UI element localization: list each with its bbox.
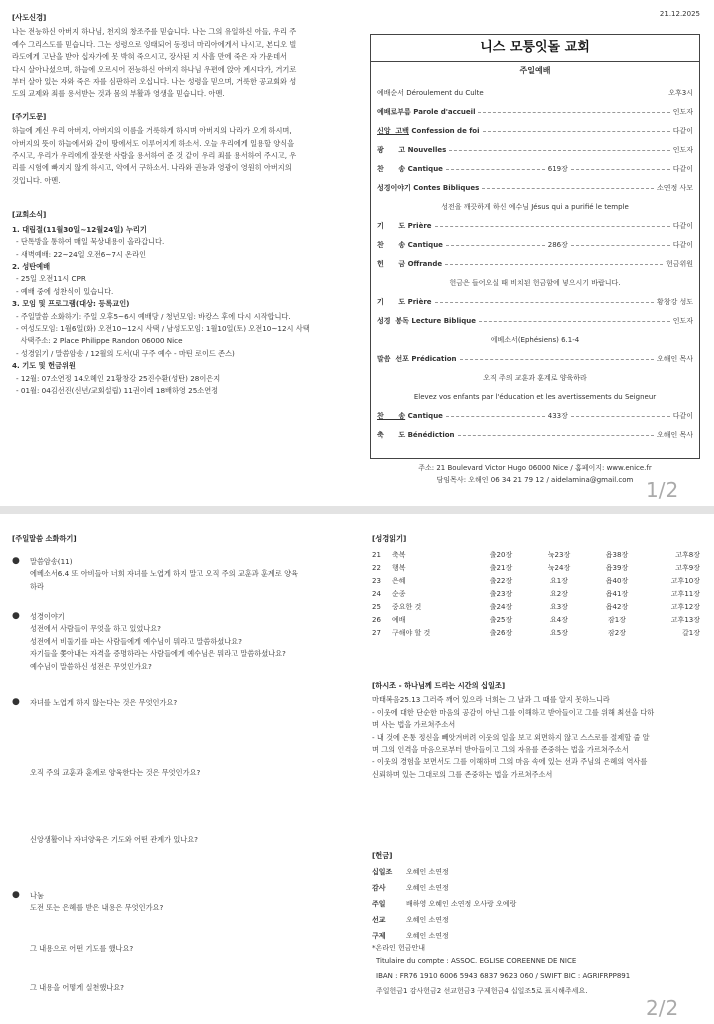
order-leader: 인도자: [672, 317, 693, 325]
order-korean: 성경이야기: [377, 184, 411, 192]
question-4: 그 내용으로 어떤 기도를 했나요?: [30, 944, 134, 953]
order-french: Offrande: [405, 260, 443, 268]
order-korean: 성경 봉독: [377, 317, 409, 325]
order-row: [377, 87, 693, 99]
order-row: [377, 353, 693, 365]
order-leader: 헌금위원: [665, 260, 693, 268]
giving-label: 선교: [372, 916, 386, 924]
news-item-detail: - 주일말씀 소화하기: 주일 오후5~6시 예배당 / 청년모임: 바캉스 후에 다시 시작합니다.: [16, 311, 291, 321]
giving-row: [372, 864, 516, 880]
order-korean: 말씀 선포: [377, 355, 409, 363]
text-line: 에베소서6.4 또 아비들아 너희 자녀를 노엽게 하지 말고 오직 주의 교훈과 훈계로 양육: [30, 569, 298, 579]
giving-heading: [헌금]: [372, 851, 393, 860]
reading-cell: 고후12장: [670, 602, 700, 611]
hymn-number: 433장: [547, 412, 568, 420]
order-french: Cantique: [405, 165, 443, 173]
reading-cell: 출23장: [489, 589, 513, 598]
order-row: [377, 144, 693, 156]
reading-cell: 출20장: [489, 550, 513, 559]
text-line: 예수 그리스도를 믿습니다. 그는 성령으로 잉태되어 동정녀 마리아에게서 나시고, 본디오 빌: [12, 39, 297, 49]
giving-names: 오혜인 소연정: [406, 868, 449, 876]
reading-cell: 고후11장: [670, 589, 700, 598]
giving-row: [372, 912, 516, 928]
news-list: [12, 224, 358, 398]
news-item-title: 3. 모임 및 프로그램(대상: 등록교인): [12, 299, 130, 309]
reading-row: [372, 561, 700, 574]
creed-text: [12, 26, 358, 100]
reading-row: [372, 600, 700, 613]
order-korean: 축 도: [377, 431, 406, 439]
order-korean: 예배순서: [377, 89, 405, 97]
leader-dots: [483, 131, 670, 132]
order-french: Cantique: [405, 241, 443, 249]
order-french: Lecture Biblique: [408, 317, 476, 325]
reading-cell: 22: [372, 563, 381, 572]
order-row: [377, 163, 693, 175]
prayer-heading: [주기도문]: [12, 111, 47, 121]
order-french: Bénédiction: [405, 431, 455, 439]
reading-cell: 고후9장: [675, 563, 700, 572]
bullet-icon: ●: [12, 611, 20, 621]
text-line: - 내 것에 온통 정신을 빼앗겨버려 이웃의 일을 보고 외면하지 않고 스스로를 절제할 줄 알: [372, 732, 650, 742]
order-note: 헌금은 들어오실 때 비치된 헌금함에 넣으시기 바랍니다.: [449, 279, 621, 287]
order-label: [377, 106, 475, 118]
worship-order-box: [370, 34, 700, 459]
reading-cell: 요4장: [550, 615, 568, 624]
reading-cell: 은혜: [392, 576, 406, 585]
order-korean: 찬 송: [377, 241, 406, 249]
bullet-icon: ●: [12, 556, 20, 566]
qt-heading: [하시조 - 하나님께 드리는 시간의 십일조]: [372, 681, 506, 690]
page-number: 1/2: [646, 478, 679, 502]
hymn-number: 619장: [547, 165, 568, 173]
news-item-detail: - 단톡방을 통하여 매일 묵상내용이 올라갑니다.: [16, 237, 165, 247]
bank-lines: [372, 954, 704, 999]
page-1: [0, 0, 714, 506]
leader-dots: [482, 188, 654, 189]
reading-cell: 축복: [392, 550, 406, 559]
leader-dots: [478, 112, 669, 113]
reading-row: [372, 626, 700, 639]
order-label: [377, 353, 457, 365]
order-korean: 찬 송: [377, 165, 406, 173]
order-label: [377, 296, 432, 308]
reading-cell: 요1장: [550, 576, 568, 585]
reading-cell: 욥42장: [605, 602, 629, 611]
reading-cell: 24: [372, 589, 381, 598]
reading-row: [372, 574, 700, 587]
service-title: 주일예배: [519, 66, 551, 75]
giving-names: 오혜인 소연정: [406, 932, 449, 940]
digest-heading: [주일말씀 소화하기]: [12, 534, 77, 543]
reading-table: [372, 548, 700, 639]
share-question: 도전 또는 은혜를 받은 내용은 무엇인가요?: [30, 903, 164, 913]
text-line: 신뢰하며 있는 그대로의 그를 존중하는 법을 가르쳐주소서: [372, 769, 553, 779]
story-block: [30, 611, 360, 673]
text-line: 도의 교제와 죄를 용서받는 것과 몸의 부활과 영생을 믿습니다. 아멘.: [12, 89, 225, 99]
reading-cell: 요2장: [550, 589, 568, 598]
reading-cell: 욥38장: [605, 550, 629, 559]
prayer-section: [12, 111, 358, 187]
reading-cell: 잠2장: [608, 628, 626, 637]
order-french: Déroulement du Culte: [404, 89, 484, 97]
order-row: [377, 315, 693, 327]
memory-title: 말씀암송(11): [30, 557, 73, 566]
order-leader: 소연정 사모: [656, 184, 693, 192]
order-label: [377, 258, 442, 270]
text-line: 것입니다. 아멘.: [12, 175, 61, 185]
text-line: 주시고, 우리가 우리에게 잘못한 사람을 용서하여 준 것 같이 우리 죄를 용서하여 주시고, 우: [12, 151, 297, 161]
news-heading: [교회소식]: [12, 210, 47, 220]
order-row: [377, 125, 693, 137]
order-label: [377, 239, 443, 251]
reading-cell: 23: [372, 576, 381, 585]
leader-dots: [571, 416, 670, 417]
order-label: [377, 163, 443, 175]
text-line: 라도에게 고난을 받아 십자가에 못 박혀 죽으시고, 장사된 지 사흘 만에 죽은 자 가운데서: [12, 52, 287, 62]
reading-cell: 잠1장: [608, 615, 626, 624]
order-leader: 다같이: [672, 412, 694, 420]
reading-row: [372, 587, 700, 600]
leader-dots: [460, 359, 654, 360]
left-column: [12, 12, 358, 397]
order-note: 오직 주의 교훈과 훈계로 양육하라: [483, 374, 587, 382]
order-french: Cantique: [405, 412, 443, 420]
reading-cell: 고후13장: [670, 615, 700, 624]
page-separator: [0, 506, 714, 514]
question-2: 오직 주의 교훈과 훈계로 양육한다는 것은 무엇인가요?: [30, 768, 201, 777]
text-line: 리를 시험에 빠지지 않게 하시고, 악에서 구하소서. 나라와 권능과 영광이 영원히 아버지의: [12, 163, 292, 173]
reading-cell: 요5장: [550, 628, 568, 637]
reading-cell: 순종: [392, 589, 406, 598]
giving-row: [372, 880, 516, 896]
news-item-detail: - 01월: 04김선진(신년/교회설립) 11권이레 18배하영 25소연정: [16, 385, 219, 395]
news-item-detail: - 12월: 07소연정 14오혜인 21황창강 25진수환(성탄) 28이은지: [16, 373, 221, 383]
text-line: 하라: [30, 581, 44, 591]
order-note: 성전을 깨끗하게 하신 예수님 Jésus qui a purifié le temple: [441, 203, 629, 211]
text-line: IBAN : FR76 1910 6006 5943 6837 9623 060 / SWIFT BIC : AGRIFRPP891: [376, 972, 631, 981]
order-french: Prière: [405, 298, 432, 306]
leader-dots: [446, 169, 545, 170]
text-line: 마태복음25.13 그러즉 깨어 있으라 너희는 그 날과 그 때를 알지 못하느니라: [372, 695, 610, 705]
memory-text: [30, 568, 360, 593]
text-line: 자기들을 쫓아내는 자격을 증명하라는 사람들에게 예수님은 뭐라고 말씀하셨나요?: [30, 649, 286, 659]
order-note: 에베소서(Ephésiens) 6.1-4: [490, 336, 580, 344]
reading-cell: 27: [372, 628, 381, 637]
hymn-number: 286장: [547, 241, 568, 249]
news-item-title: 2. 성탄예배: [12, 261, 51, 271]
order-leader: 황창강 성도: [656, 298, 693, 306]
text-line: 나는 전능하신 아버지 하나님, 천지의 창조주를 믿습니다. 나는 그의 유일하신 아들, 우리 주: [12, 27, 297, 37]
order-label: [377, 315, 476, 327]
qt-text: [372, 694, 704, 781]
reading-row: [372, 548, 700, 561]
leader-dots: [458, 435, 654, 436]
reading-cell: 갈1장: [682, 628, 700, 637]
order-row: [377, 106, 693, 118]
giving-label: 구제: [372, 932, 386, 940]
share-title: 나눔: [30, 891, 44, 900]
reading-cell: 고후8장: [675, 550, 700, 559]
giving-row: [372, 896, 516, 912]
text-line: Titulaire du compte : ASSOC. EGLISE COREENNE DE NICE: [376, 957, 577, 966]
order-korean: 기 도: [377, 222, 406, 230]
order-leader: 인도자: [672, 146, 693, 154]
text-line: 주일헌금1 감사헌금2 선교헌금3 구제헌금4 십일조5로 표시해주세요.: [376, 987, 588, 996]
order-leader: 다같이: [672, 165, 694, 173]
reading-row: [372, 613, 700, 626]
order-korean: 헌 금: [377, 260, 406, 268]
reading-cell: 21: [372, 550, 381, 559]
reading-cell: 눅23장: [547, 550, 571, 559]
question-3: 신앙생활이나 자녀양육은 기도와 어떤 관계가 있나요?: [30, 835, 198, 844]
text-line: - 이웃의 경험을 보면서도 그를 이해하며 그의 마음 속에 있는 선과 주님의 은혜의 역사를: [372, 757, 648, 767]
reading-cell: 눅24장: [547, 563, 571, 572]
leader-dots: [571, 169, 670, 170]
text-line: 부터 살아 있는 자와 죽은 자를 심판하러 오십니다. 나는 성령을 믿으며, 거룩한 공교회와 성: [12, 77, 297, 87]
order-leader: 다같이: [672, 127, 693, 135]
order-french: Prière: [405, 222, 432, 230]
giving-names: 배하영 오혜인 소연정 오사랑 오예랑: [406, 900, 517, 908]
reading-cell: 욥41장: [605, 589, 629, 598]
order-label: [377, 87, 484, 99]
giving-table: [372, 864, 516, 944]
text-line: - 이웃에 대한 단순한 마음의 공감이 아닌 그를 이해하고 받아들이고 그를 위해 최선을 다하: [372, 707, 655, 717]
giving-label: 주일: [372, 900, 386, 908]
text-line: 아버지의 뜻이 하늘에서와 같이 땅에서도 이루어지게 하소서. 오늘 우리에게 일용할 양식을: [12, 138, 295, 148]
order-korean: 신앙 고백: [377, 127, 409, 135]
text-line: 며 사는 법을 가르쳐주소서: [372, 720, 456, 730]
order-row: [377, 239, 693, 251]
text-line: 예수님이 말씀하신 성전은 무엇인가요?: [30, 661, 152, 671]
news-item-title: 4. 기도 및 헌금위원: [12, 361, 76, 371]
reading-cell: 중요한 것: [392, 602, 422, 611]
order-leader: 다같이: [672, 222, 693, 230]
text-line: 하늘에 계신 우리 아버지, 아버지의 이름을 거룩하게 하시며 아버지의 나라가 오게 하시며,: [12, 126, 292, 136]
order-label: [377, 220, 432, 232]
footer-pastor: 담임목사: 오해인 06 34 21 79 12 / aidelamina@gmail.com: [436, 476, 634, 484]
order-korean: 기 도: [377, 298, 406, 306]
order-label: [377, 429, 455, 441]
reading-cell: 욥39장: [605, 563, 629, 572]
order-leader: 인도자: [672, 108, 693, 116]
order-note: Elevez vos enfants par l'éducation et les avertissements du Seigneur: [413, 393, 657, 401]
creed-heading: [사도신경]: [12, 13, 47, 22]
order-korean: 예배로부름: [377, 108, 411, 116]
giving-label: 감사: [372, 884, 386, 892]
leader-dots: [449, 150, 669, 151]
reading-cell: 출22장: [489, 576, 513, 585]
creed-section: [12, 12, 358, 101]
reading-cell: 26: [372, 615, 381, 624]
order-label: [377, 410, 443, 422]
church-name: 니스 모퉁잇돌 교회: [371, 35, 699, 62]
news-section: [12, 209, 358, 397]
leader-dots: [435, 226, 670, 227]
text-line: 다시 살아나셨으며, 하늘에 오르시어 전능하신 아버지 하나님 우편에 앉아 계시다가, 거기로: [12, 64, 297, 74]
leader-dots: [446, 416, 545, 417]
order-french: Nouvelles: [405, 146, 447, 154]
prayer-text: [12, 125, 358, 187]
reading-cell: 25: [372, 602, 381, 611]
reading-cell: 요3장: [550, 602, 568, 611]
news-item-detail: 사택주소: 2 Place Philippe Randon 06000 Nice: [16, 336, 183, 346]
story-title: 성경이야기: [30, 612, 65, 621]
news-item-detail: - 새벽예배: 22~24일 오전6~7시 온라인: [16, 249, 147, 259]
reading-cell: 출26장: [489, 628, 513, 637]
order-row: [377, 429, 693, 441]
giving-label: 십일조: [372, 868, 393, 876]
order-leader: 오해인 목사: [656, 431, 693, 439]
leader-dots: [571, 245, 670, 246]
giving-names: 오혜인 소연정: [406, 916, 449, 924]
news-item-detail: - 25일 오전11시 CPR: [16, 274, 86, 284]
page-number: 2/2: [646, 996, 679, 1020]
text-line: 며 그의 인격을 마음으로부터 받아들이고 그의 자유를 존중하는 법을 가르쳐주소서: [372, 745, 629, 755]
reading-cell: 출24장: [489, 602, 513, 611]
reading-cell: 행복: [392, 563, 406, 572]
order-label: [377, 182, 479, 194]
order-row: [377, 258, 693, 270]
reading-heading: [성경읽기]: [372, 534, 407, 543]
order-french: Confession de foi: [408, 127, 480, 135]
question-5: 그 내용을 어떻게 실천했나요?: [30, 983, 124, 992]
page-2: [0, 514, 714, 1020]
giving-names: 오혜인 소연정: [406, 884, 449, 892]
news-item-detail: - 여성도모임: 1월6일(화) 오전10~12시 사택 / 남성도모임: 1월10일(토) 오전10~12시 사택: [16, 323, 310, 333]
text-line: 성전에서 사람들이 무엇을 하고 있었나요?: [30, 624, 161, 634]
leader-dots: [446, 245, 545, 246]
order-korean: 찬 송: [377, 412, 406, 420]
order-row: [377, 296, 693, 308]
order-leader: 오후3시: [668, 89, 693, 97]
reading-cell: 출21장: [489, 563, 513, 572]
memory-block: [30, 556, 360, 593]
order-leader: 오해인 목사: [656, 355, 693, 363]
order-row: [377, 410, 693, 422]
news-item-title: 1. 대림절(11월30일~12월24일) 누리기: [12, 224, 147, 234]
order-leader: 다같이: [672, 241, 694, 249]
reading-cell: 고후10장: [670, 576, 700, 585]
qt-section: [372, 680, 704, 781]
leader-dots: [479, 321, 670, 322]
question-1: 자녀를 노엽게 하지 않는다는 것은 무엇인가요?: [30, 698, 178, 707]
order-label: [377, 144, 446, 156]
reading-cell: 구해야 할 것: [392, 628, 431, 637]
bulletin-date: 21.12.2025: [659, 10, 700, 18]
order-row: [377, 220, 693, 232]
order-label: [377, 125, 480, 137]
online-note: *온라인 헌금안내: [372, 944, 426, 952]
reading-cell: 출25장: [489, 615, 513, 624]
reading-cell: 예배: [392, 615, 406, 624]
order-french: Contes Bibliques: [410, 184, 480, 192]
reading-cell: 욥40장: [605, 576, 629, 585]
news-item-detail: - 성경읽기 / 말씀암송 / 12월의 도서(내 구주 예수 - 마틴 로이드 존스): [16, 348, 235, 358]
footer-address: 주소: 21 Boulevard Victor Hugo 06000 Nice / 홈페이지: www.enice.fr: [418, 464, 652, 472]
bank-info: [372, 942, 704, 999]
bullet-icon: ●: [12, 697, 20, 707]
order-french: Parole d'accueil: [410, 108, 476, 116]
order-french: Prédication: [408, 355, 457, 363]
order-korean: 광 고: [377, 146, 406, 154]
text-line: 성전에서 비둘기를 파는 사람들에게 예수님이 뭐라고 말씀하셨나요?: [30, 636, 242, 646]
leader-dots: [445, 264, 663, 265]
order-row: [377, 182, 693, 194]
bullet-icon: ●: [12, 890, 20, 900]
story-questions: [30, 623, 360, 673]
news-item-detail: - 예배 중에 성찬식이 있습니다.: [16, 286, 114, 296]
share-block: [30, 890, 163, 915]
leader-dots: [435, 302, 654, 303]
